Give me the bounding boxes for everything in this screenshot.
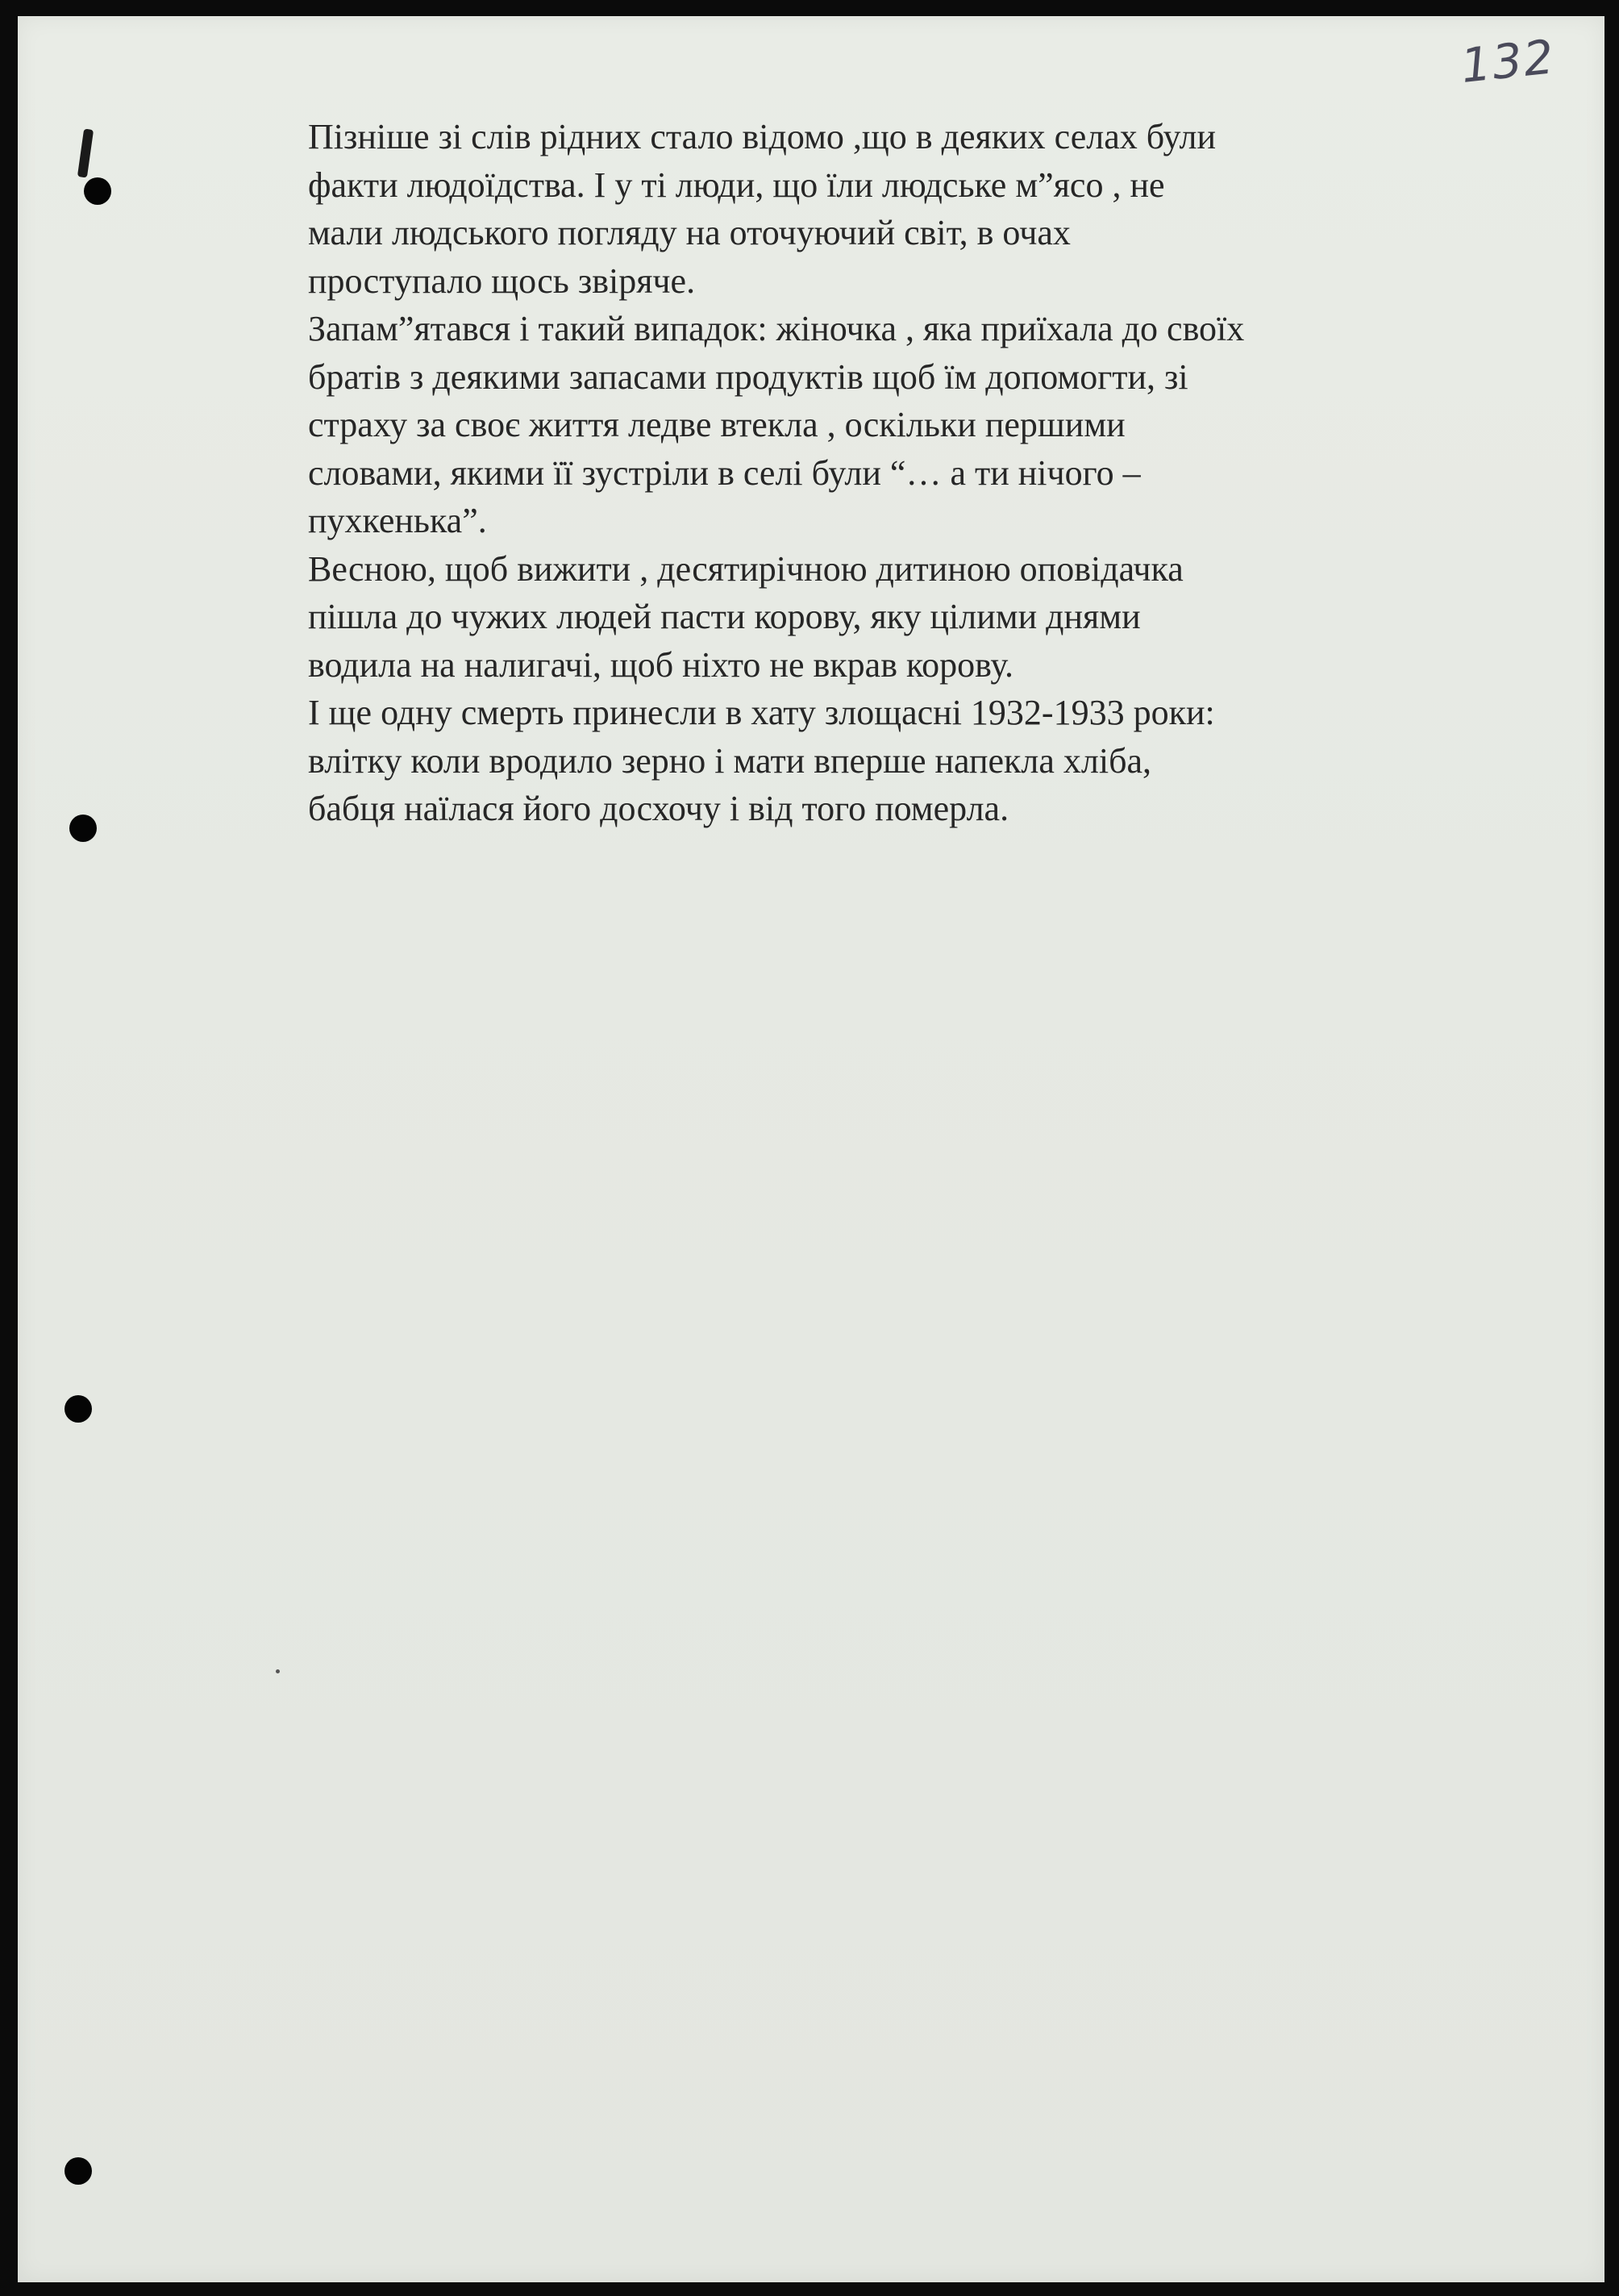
text-line: водила на налигачі, щоб ніхто не вкрав корову. [308, 644, 1013, 685]
text-line: пішла до чужих людей пасти корову, яку цілими днями [308, 597, 1141, 636]
text-line: факти людоїдства. І у ті люди, що їли людське м”ясо , не [308, 165, 1165, 205]
document-body [308, 113, 1485, 833]
text-line: Пізніше зі слів рідних стало відомо ,що в деяких селах були [308, 117, 1217, 156]
text-line: проступало щось звіряче. [308, 260, 696, 301]
text-line: мали людського погляду на оточуючий світ, в очах [308, 213, 1071, 252]
page-number: 132 [1458, 29, 1558, 94]
ink-mark [77, 128, 94, 177]
text-line: Запам”ятався і такий випадок: жіночка , яка приїхала до своїх [308, 309, 1245, 348]
text-line: бабця наїлася його досхочу і від того померла. [308, 789, 1009, 828]
text-line: пухкенька”. [308, 501, 487, 540]
text-line: страху за своє життя ледве втекла , оскільки першими [308, 405, 1126, 444]
text-line: братів з деякими запасами продуктів щоб їм допомогти, зі [308, 356, 1188, 397]
paper-sheet [18, 16, 1604, 2282]
text-line: словами, якими її зустріли в селі були “… а ти нічого – [308, 452, 1141, 493]
punch-hole [69, 815, 97, 842]
text-line: Весною, щоб вижити , десятирічною дитиною оповідачка [308, 548, 1184, 589]
speck-mark [276, 1669, 280, 1673]
text-line: влітку коли вродило зерно і мати вперше напекла хліба, [308, 740, 1152, 781]
punch-hole [84, 177, 111, 205]
punch-hole [65, 2157, 92, 2185]
text-line: І ще одну смерть принесли в хату злощасні 1932-1933 роки: [308, 693, 1215, 732]
punch-hole [65, 1395, 92, 1423]
